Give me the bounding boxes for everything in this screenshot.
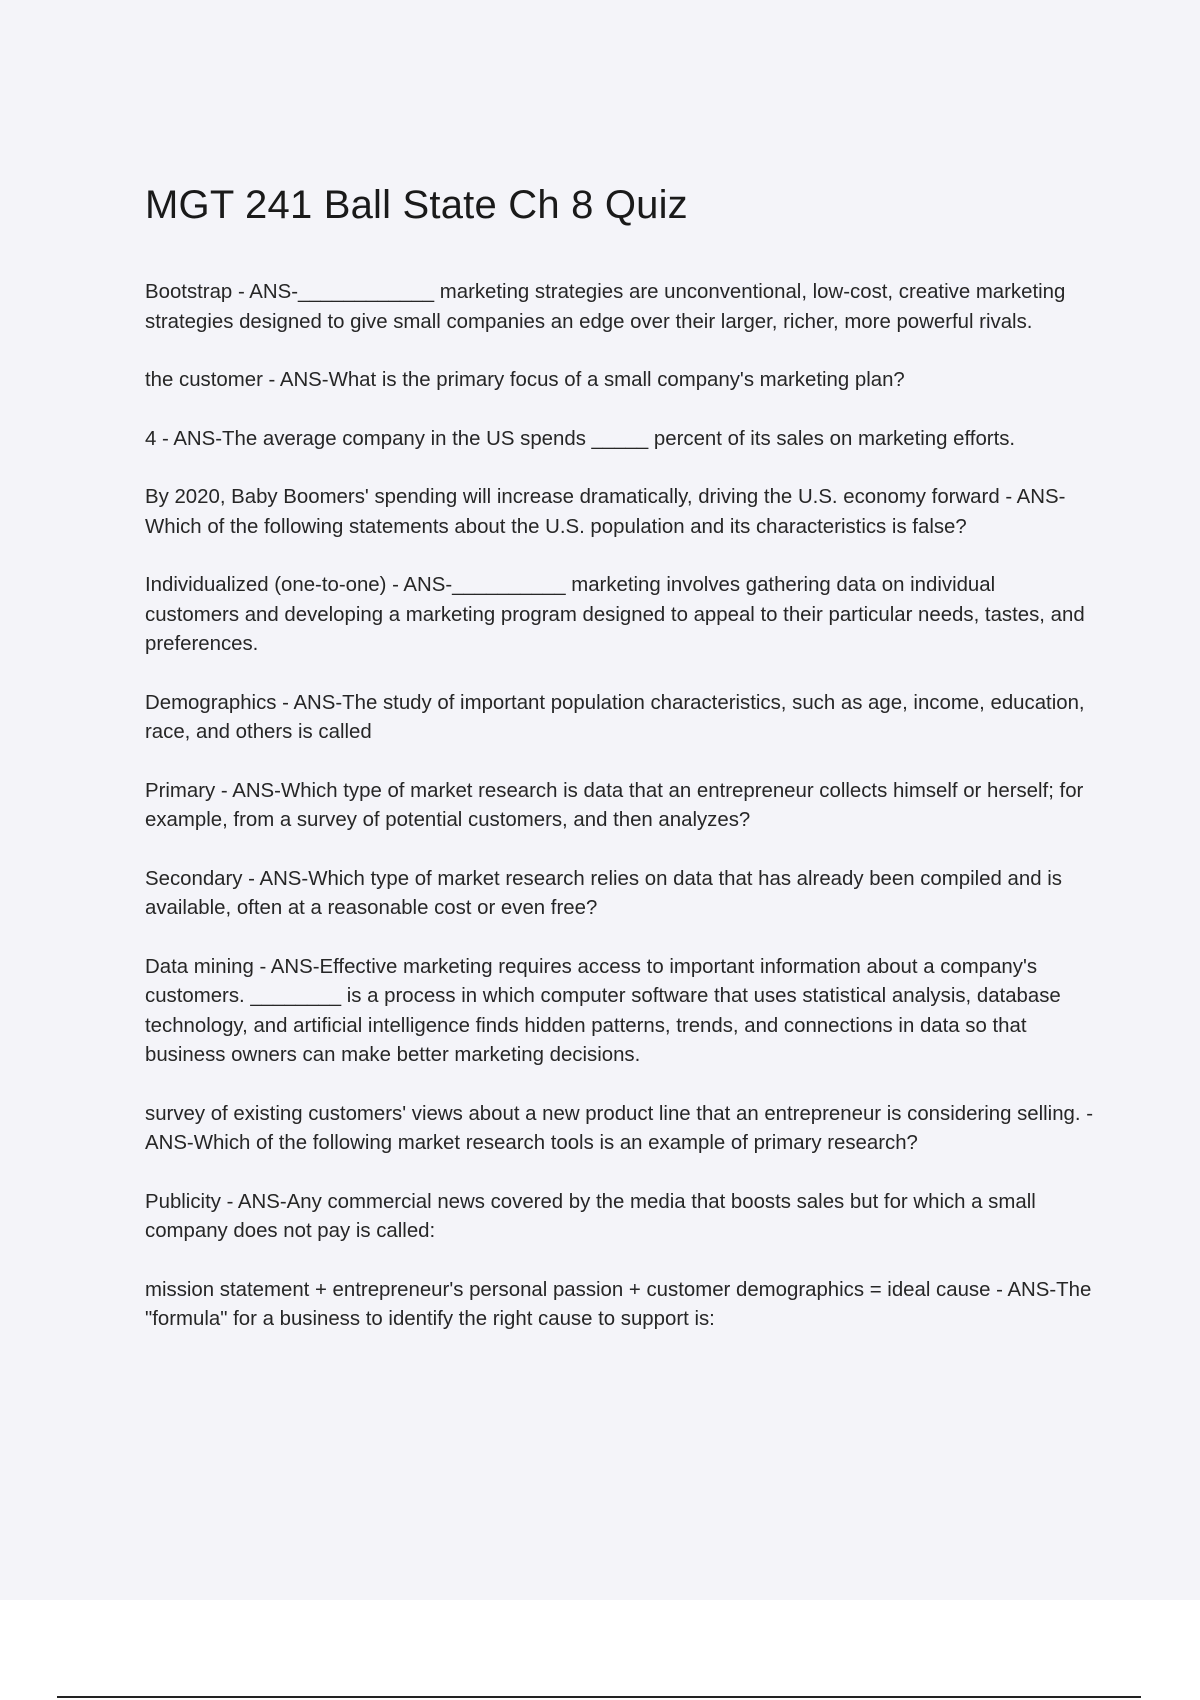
qa-entry: survey of existing customers' views about a new product line that an entrepreneur is considering selling. - ANS-Which of the following market research tools is an example of primary research? xyxy=(145,1102,1094,1154)
qa-entry: Publicity - ANS-Any commercial news covered by the media that boosts sales but for which a small company does not pay is called: xyxy=(145,1190,1036,1242)
qa-entry: Demographics - ANS-The study of important population characteristics, such as age, income, education, race, and others is called xyxy=(145,691,1085,743)
qa-entry: the customer - ANS-What is the primary focus of a small company's marketing plan? xyxy=(145,369,905,391)
qa-entry: By 2020, Baby Boomers' spending will increase dramatically, driving the U.S. economy forward - ANS-Which of the following statements about the U.S. population and its characteristics is false? xyxy=(145,486,1066,538)
qa-entry: Individualized (one-to-one) - ANS-__________ marketing involves gathering data on individual customers and developing a marketing program designed to appeal to their particular needs, tastes, and preferences. xyxy=(145,574,1085,655)
qa-entry: Data mining - ANS-Effective marketing requires access to important information about a company's customers. ________ is a process in which computer software that uses statistical analysis, database technology, and artificial intelligence finds hidden patterns, trends, and connections in data so that business owners can make better marketing decisions. xyxy=(145,955,1061,1066)
qa-entry: 4 - ANS-The average company in the US spends _____ percent of its sales on marketing efforts. xyxy=(145,427,1016,450)
qa-entry: Primary - ANS-Which type of market research is data that an entrepreneur collects himself or herself; for example, from a survey of potential customers, and then analyzes? xyxy=(145,779,1084,831)
qa-entry: mission statement + entrepreneur's personal passion + customer demographics = ideal cause - ANS-The "formula" for a business to identify the right cause to support is: xyxy=(145,1278,1092,1330)
qa-entry: Secondary - ANS-Which type of market research relies on data that has already been compiled and is available, often at a reasonable cost or even free? xyxy=(145,867,1062,919)
footer-divider xyxy=(57,1696,1141,1698)
qa-entry: Bootstrap - ANS-____________ marketing strategies are unconventional, low-cost, creative marketing strategies designed to give small companies an edge over their larger, richer, more powerful rivals. xyxy=(145,281,1066,333)
page-title: MGT 241 Ball State Ch 8 Quiz xyxy=(145,183,688,227)
qa-list xyxy=(145,278,1093,1364)
